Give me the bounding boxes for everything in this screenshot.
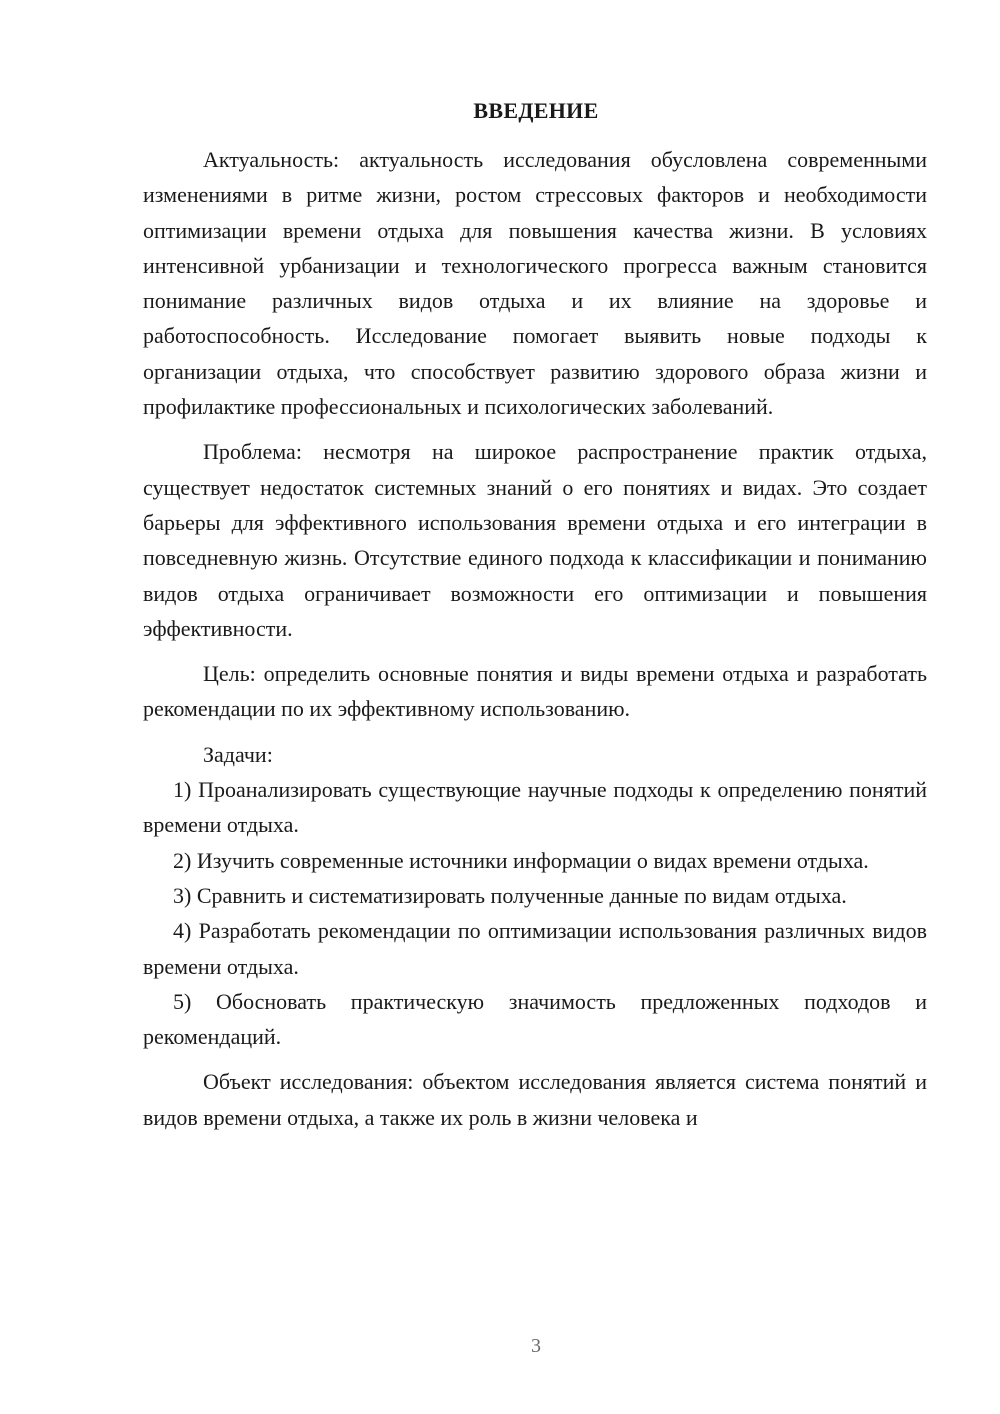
task-item: 4) Разработать рекомендации по оптимизации использования различных видов времени отдыха. <box>143 918 927 979</box>
task-item: 3) Сравнить и систематизировать полученные данные по видам отдыха. <box>173 882 847 908</box>
paragraph-problem: Проблема: несмотря на широкое распространение практик отдыха, существует недостаток системных знаний о его понятиях и видах. Это создает барьеры для эффективного использования времени отдыха и его интеграции в повседневную жизнь. Отсутствие единого подхода к классификации и пониманию видов отдыха ограничивает возможности его оптимизации и повышения эффективности. <box>143 439 927 641</box>
page-number: 3 <box>531 1335 541 1357</box>
task-item: 1) Проанализировать существующие научные подходы к определению понятий времени отдыха. <box>143 777 927 838</box>
paragraph-goal: Цель: определить основные понятия и виды времени отдыха и разработать рекомендации по их эффективному использованию. <box>143 661 927 722</box>
task-item: 2) Изучить современные источники информации о видах времени отдыха. <box>173 847 869 873</box>
paragraph-relevance: Актуальность: актуальность исследования обусловлена современными изменениями в ритме жизни, ростом стрессовых факторов и необходимости оптимизации времени отдыха для повышения качества жизни. В условиях интенсивной урбанизации и технологического прогресса важным становится понимание различных видов отдыха и их влияние на здоровье и работоспособность. Исследование помогает выявить новые подходы к организации отдыха, что способствует развитию здорового образа жизни и профилактике профессиональных и психологических заболеваний. <box>143 147 927 420</box>
body-text <box>143 142 927 1135</box>
section-heading: ВВЕДЕНИЕ <box>473 98 599 123</box>
task-item: 5) Обосновать практическую значимость предложенных подходов и рекомендаций. <box>143 988 927 1050</box>
tasks-heading: Задачи: <box>203 741 273 767</box>
paragraph-object: Объект исследования: объектом исследования является система понятий и видов времени отдыха, а также их роль в жизни человека и <box>143 1069 927 1130</box>
